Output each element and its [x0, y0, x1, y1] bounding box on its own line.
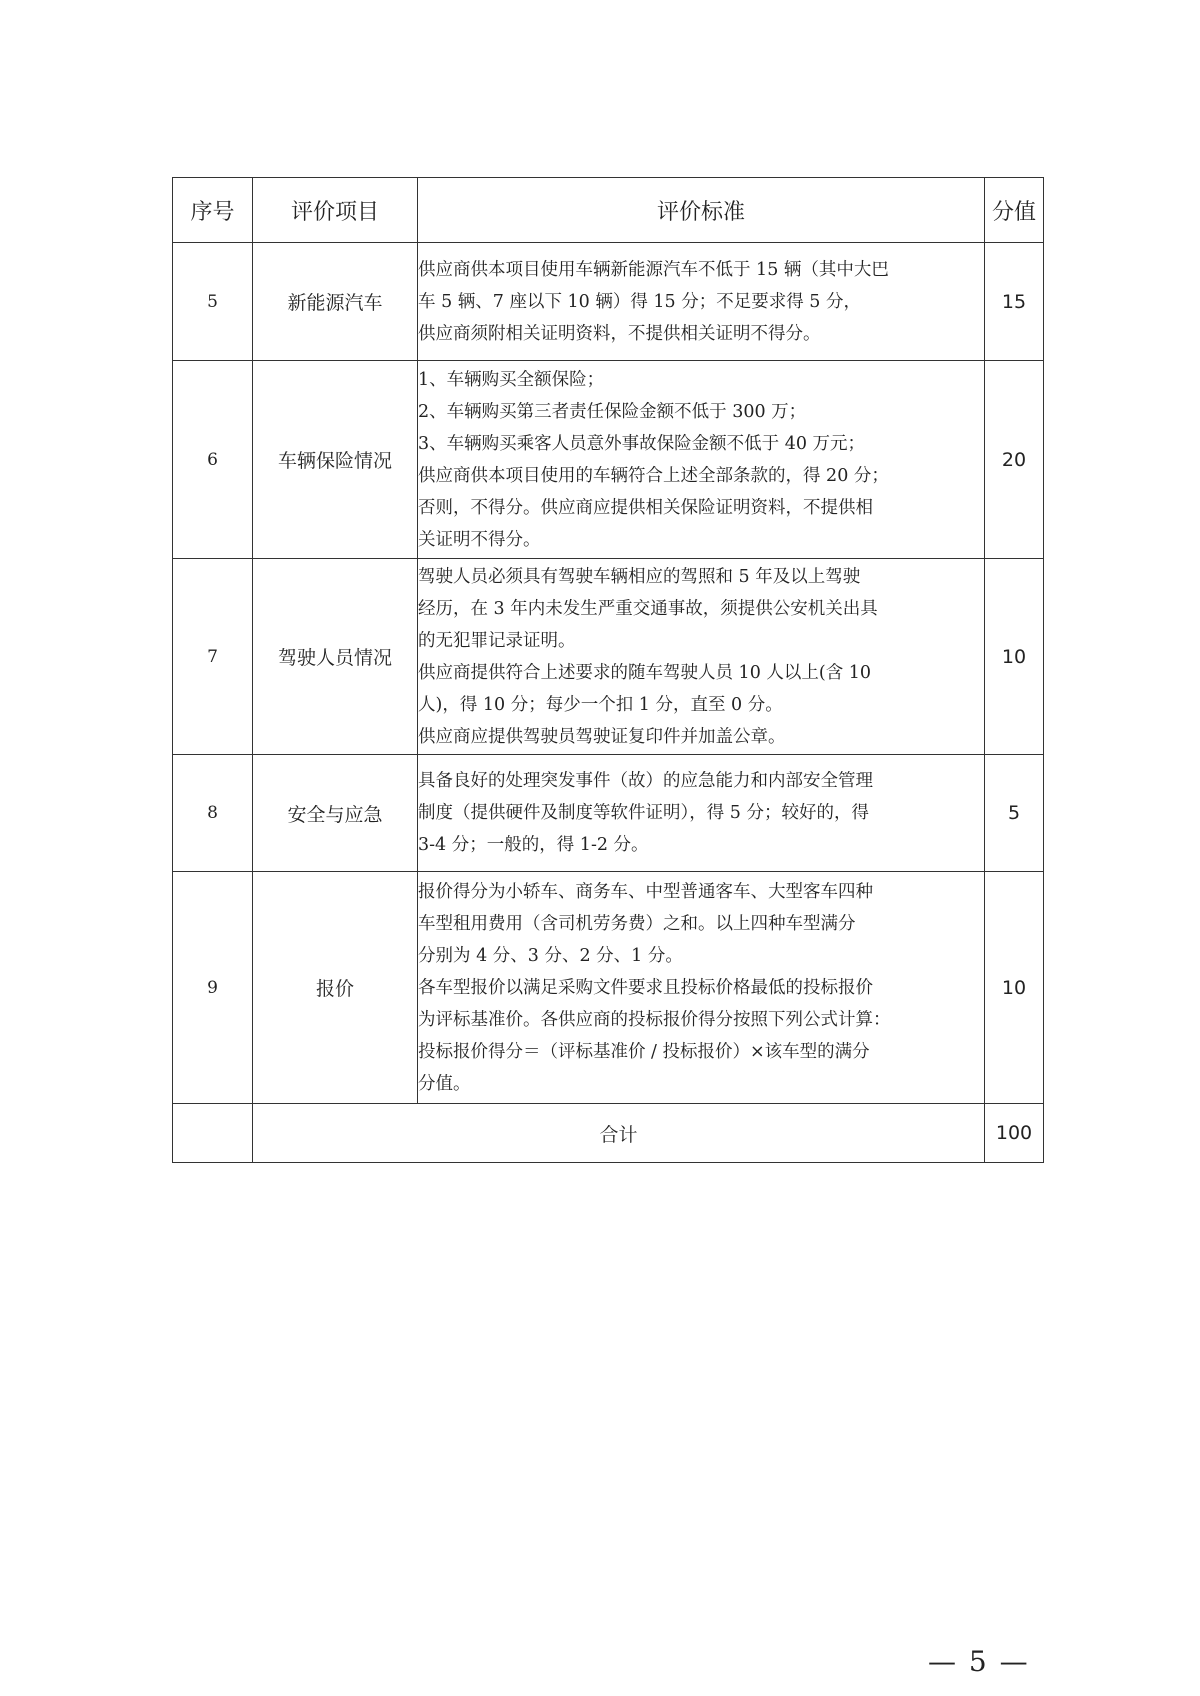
- criteria-line: 1、车辆购买全额保险；: [418, 369, 605, 390]
- row-score: 10: [985, 872, 1044, 1104]
- row-score: 20: [985, 361, 1044, 559]
- criteria-line: 供应商供本项目使用车辆新能源汽车不低于 15 辆（其中大巴: [418, 259, 889, 280]
- row-score: 15: [985, 243, 1044, 361]
- row-score: 5: [985, 755, 1044, 872]
- row-num: 9: [173, 872, 253, 1104]
- total-label: 合计: [253, 1104, 985, 1163]
- criteria-line: 供应商应提供驾驶员驾驶证复印件并加盖公章。: [418, 726, 786, 747]
- criteria-line: 的无犯罪记录证明。: [418, 630, 576, 651]
- evaluation-table: [172, 177, 1044, 1163]
- row-num: 8: [173, 755, 253, 872]
- table-row: [173, 755, 1044, 872]
- criteria-line: 经历，在 3 年内未发生严重交通事故，须提供公安机关出具: [418, 598, 878, 619]
- row-criteria: [418, 755, 985, 872]
- criteria-line: 各车型报价以满足采购文件要求且投标价格最低的投标报价: [418, 977, 873, 998]
- criteria-line: 为评标基准价。各供应商的投标报价得分按照下列公式计算：: [418, 1009, 891, 1030]
- row-item: 报价: [253, 872, 418, 1104]
- row-criteria: [418, 872, 985, 1104]
- row-num: 7: [173, 559, 253, 755]
- criteria-line: 车型租用费用（含司机劳务费）之和。以上四种车型满分: [418, 913, 856, 934]
- total-score: 100: [985, 1104, 1044, 1163]
- header-criteria: 评价标准: [418, 178, 985, 243]
- row-num: 5: [173, 243, 253, 361]
- criteria-line: 3、车辆购买乘客人员意外事故保险金额不低于 40 万元；: [418, 433, 866, 454]
- criteria-line: 报价得分为小轿车、商务车、中型普通客车、大型客车四种: [418, 881, 873, 902]
- row-item: 安全与应急: [253, 755, 418, 872]
- criteria-line: 分别为 4 分、3 分、2 分、1 分。: [418, 945, 683, 966]
- criteria-line: 具备良好的处理突发事件（故）的应急能力和内部安全管理: [418, 771, 873, 791]
- criteria-line: 供应商供本项目使用的车辆符合上述全部条款的，得 20 分；: [418, 465, 889, 486]
- header-num: 序号: [173, 178, 253, 243]
- criteria-line: 2、车辆购买第三者责任保险金额不低于 300 万；: [418, 401, 807, 422]
- criteria-line: 关证明不得分。: [418, 529, 541, 550]
- table-row: [173, 559, 1044, 755]
- header-score: 分值: [985, 178, 1044, 243]
- criteria-line: 供应商提供符合上述要求的随车驾驶人员 10 人以上(含 10: [418, 662, 872, 683]
- table-row: [173, 361, 1044, 559]
- total-row: [173, 1104, 1044, 1163]
- row-criteria: [418, 361, 985, 559]
- row-num: 6: [173, 361, 253, 559]
- header-item: 评价项目: [253, 178, 418, 243]
- table-row: [173, 243, 1044, 361]
- row-item: 新能源汽车: [253, 243, 418, 361]
- criteria-line: 车 5 辆、7 座以下 10 辆）得 15 分；不足要求得 5 分，: [418, 291, 862, 312]
- table-row: [173, 872, 1044, 1104]
- criteria-line: 分值。: [418, 1073, 471, 1094]
- page-number: — 5 —: [928, 1645, 1030, 1678]
- row-criteria: [418, 559, 985, 755]
- criteria-line: 否则，不得分。供应商应提供相关保险证明资料，不提供相: [418, 497, 873, 518]
- criteria-line: 供应商须附相关证明资料，不提供相关证明不得分。: [418, 323, 821, 344]
- criteria-line: 驾驶人员必须具有驾驶车辆相应的驾照和 5 年及以上驾驶: [418, 566, 861, 587]
- total-num-empty: [173, 1104, 253, 1163]
- row-item: 车辆保险情况: [253, 361, 418, 559]
- table-header-row: [173, 178, 1044, 243]
- criteria-line: 3-4 分；一般的，得 1-2 分。: [418, 835, 649, 855]
- criteria-line: 投标报价得分＝（评标基准价 / 投标报价）×该车型的满分: [418, 1041, 870, 1062]
- criteria-line: 制度（提供硬件及制度等软件证明），得 5 分；较好的，得: [418, 803, 870, 823]
- row-item: 驾驶人员情况: [253, 559, 418, 755]
- criteria-line: 人)，得 10 分；每少一个扣 1 分，直至 0 分。: [418, 694, 783, 715]
- row-criteria: [418, 243, 985, 361]
- row-score: 10: [985, 559, 1044, 755]
